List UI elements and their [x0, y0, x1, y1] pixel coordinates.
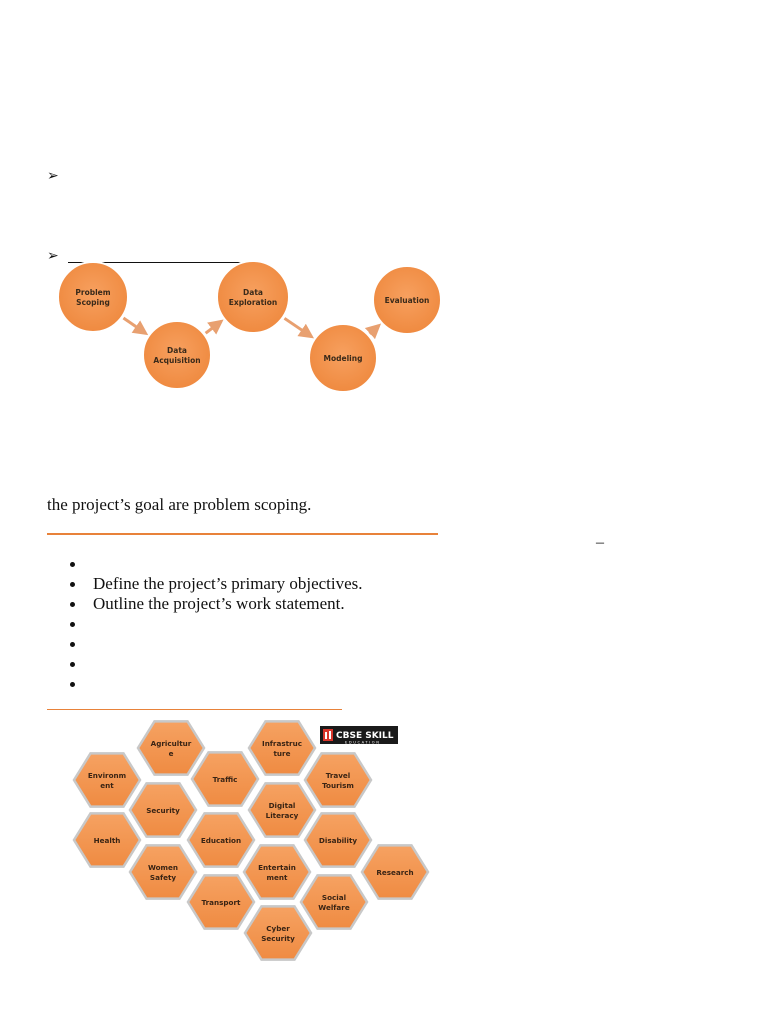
list-item	[62, 574, 363, 594]
hexagon-label: Traffic	[212, 775, 238, 784]
hexagon-label: Security	[261, 934, 295, 943]
cycle-stage	[143, 321, 211, 389]
stage-circle	[217, 261, 289, 333]
hexagon-label: e	[168, 749, 174, 758]
theme-hexagon	[249, 783, 315, 836]
paragraph-text: the project’s goal are problem scoping.	[47, 495, 312, 514]
list-item	[62, 554, 363, 574]
hexagon-shape	[138, 721, 204, 774]
theme-hexagon	[244, 845, 310, 898]
hexagon-shape	[301, 875, 367, 928]
stage-circle	[58, 262, 128, 332]
hexagon-label: Women	[147, 863, 179, 872]
stage-label: Modeling	[323, 354, 363, 363]
list-item	[62, 674, 363, 694]
theme-hexagon	[74, 753, 140, 806]
theme-hexagon	[245, 906, 311, 959]
cycle-stage	[309, 324, 377, 392]
hexagon-label: Agricultur	[150, 739, 192, 748]
hexagon-label: ent	[100, 781, 114, 790]
theme-hexagon	[130, 845, 196, 898]
hexagon-shape	[244, 845, 310, 898]
hexagon-label: ment	[266, 873, 288, 882]
flow-arrow	[206, 321, 222, 333]
stage-circle	[143, 321, 211, 389]
theme-hexagon	[305, 813, 371, 866]
arrow-bullet-icon: ➢	[47, 168, 59, 184]
hexagon-label: Digital	[268, 801, 296, 810]
bullet-dot-icon	[70, 562, 75, 567]
cbse-skill-logo	[320, 726, 398, 745]
theme-hexagon	[74, 813, 140, 866]
logo-text: CBSE SKILL	[336, 731, 394, 741]
stage-label: Data	[167, 346, 187, 355]
hexagon-label: Health	[93, 836, 121, 845]
arrow-bullet-icon: ➢	[47, 248, 59, 264]
dash-mark: –	[596, 534, 604, 551]
stage-label: Evaluation	[384, 296, 430, 305]
flow-arrow	[370, 326, 379, 334]
hexagon-label: ture	[273, 749, 291, 758]
themes-hexagon-graphic	[70, 715, 435, 970]
hexagon-shape	[130, 845, 196, 898]
hexagon-shape	[305, 753, 371, 806]
bullet-dot-icon	[70, 602, 75, 607]
list-item	[62, 634, 363, 654]
theme-hexagon	[249, 721, 315, 774]
stage-label: Data	[243, 288, 263, 297]
theme-hexagon	[305, 753, 371, 806]
hexagon-shape	[249, 721, 315, 774]
theme-hexagon	[362, 845, 428, 898]
cycle-stage	[217, 261, 289, 333]
hexagon-label: Infrastruc	[262, 739, 302, 748]
flow-arrow	[123, 318, 145, 333]
stage-label: Scoping	[76, 298, 110, 307]
hexagon-label: Literacy	[265, 811, 299, 820]
hexagon-label: Tourism	[322, 781, 354, 790]
stage-label: Acquisition	[153, 356, 201, 365]
list-item	[62, 614, 363, 634]
bullet-dot-icon	[70, 682, 75, 687]
project-cycle-diagram	[40, 255, 470, 395]
bullet-dot-icon	[70, 642, 75, 647]
hexagon-label: Education	[200, 836, 242, 845]
objectives-list	[62, 554, 363, 694]
hexagon-label: Welfare	[318, 903, 350, 912]
hexagon-label: Research	[376, 868, 414, 877]
hexagon-label: Transport	[201, 898, 241, 907]
logo-subtext: EDUCATION	[345, 740, 381, 745]
bullet-dot-icon	[70, 582, 75, 587]
hexagon-shape	[245, 906, 311, 959]
bullet-dot-icon	[70, 662, 75, 667]
hexagon-label: Social	[321, 893, 347, 902]
hexagon-label: Environm	[87, 771, 127, 780]
hexagon-label: Travel	[325, 771, 351, 780]
theme-hexagon	[188, 813, 254, 866]
flow-arrow	[284, 318, 311, 336]
bullet-dot-icon	[70, 622, 75, 627]
stage-label: Problem	[75, 288, 111, 297]
cycle-stage	[373, 266, 441, 334]
theme-hexagon	[138, 721, 204, 774]
cycle-stage	[58, 262, 128, 332]
heading-underline-orange	[47, 709, 342, 710]
hexagon-label: Entertain	[258, 863, 296, 872]
hexagon-label: Safety	[149, 873, 177, 882]
theme-hexagon	[301, 875, 367, 928]
list-item-text: Define the project’s primary objectives.	[93, 574, 363, 593]
stage-label: Exploration	[228, 298, 278, 307]
list-item	[62, 594, 363, 614]
theme-hexagon	[130, 783, 196, 836]
hexagon-label: Security	[146, 806, 180, 815]
hexagon-label: Disability	[318, 836, 358, 845]
theme-hexagon	[188, 875, 254, 928]
heading-underline-orange	[47, 533, 438, 535]
hexagon-shape	[249, 783, 315, 836]
list-item	[62, 654, 363, 674]
hexagon-shape	[74, 753, 140, 806]
theme-hexagon	[192, 752, 258, 805]
hexagon-label: Cyber	[266, 924, 290, 933]
list-item-text: Outline the project’s work statement.	[93, 594, 345, 613]
